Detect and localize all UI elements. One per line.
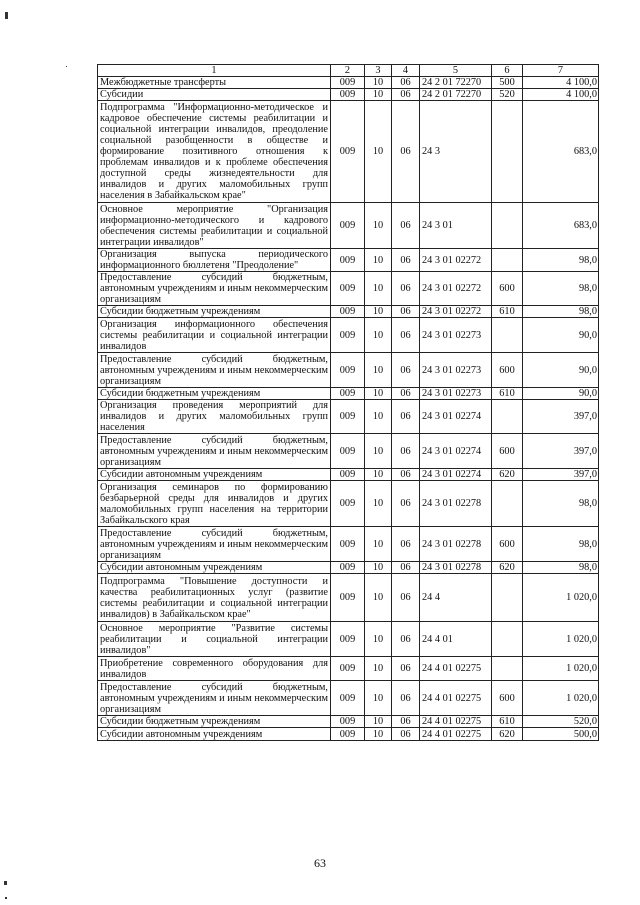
row-name: Организация информационного обеспечения системы реабилитации и социальной интеграции инвалидов [98,318,331,353]
ministry-code: 009 [331,574,365,622]
expense-type-code [492,657,523,681]
subsection-code: 06 [392,434,420,469]
row-name: Предоставление субсидий бюджетным, автономным учреждениям и иным некоммерческим организациям [98,272,331,306]
target-article-code: 24 4 01 02275 [420,681,492,716]
table-row [98,481,599,527]
table-row [98,657,599,681]
amount-value: 1 020,0 [523,657,599,681]
expense-type-code: 520 [492,89,523,101]
target-article-code: 24 3 01 02273 [420,388,492,400]
expense-type-code [492,101,523,203]
table-row [98,249,599,272]
amount-value: 1 020,0 [523,574,599,622]
amount-value: 98,0 [523,527,599,562]
ministry-code: 009 [331,481,365,527]
ministry-code: 009 [331,272,365,306]
table-row [98,527,599,562]
table-row [98,318,599,353]
row-name: Субсидии бюджетным учреждениям [98,716,331,728]
expense-type-code: 600 [492,272,523,306]
expense-type-code: 610 [492,716,523,728]
row-name: Основное мероприятие "Организация информационно-методического и кадрового обеспечения системы реабилитации и социальной интеграции инвалидов" [98,203,331,249]
section-code: 10 [365,622,392,657]
col-header-vr: 6 [492,65,523,77]
expense-type-code [492,400,523,434]
section-code: 10 [365,203,392,249]
subsection-code: 06 [392,622,420,657]
row-name: Предоставление субсидий бюджетным, автономным учреждениям и иным некоммерческим организациям [98,681,331,716]
section-code: 10 [365,574,392,622]
section-code: 10 [365,249,392,272]
table-row [98,272,599,306]
amount-value: 683,0 [523,203,599,249]
target-article-code: 24 4 01 02275 [420,716,492,728]
subsection-code: 06 [392,388,420,400]
amount-value: 98,0 [523,306,599,318]
row-name: Субсидии бюджетным учреждениям [98,306,331,318]
amount-value: 4 100,0 [523,77,599,89]
expense-type-code [492,622,523,657]
page-number: 63 [314,856,326,870]
amount-value: 500,0 [523,728,599,741]
subsection-code: 06 [392,318,420,353]
target-article-code: 24 2 01 72270 [420,77,492,89]
ministry-code: 009 [331,101,365,203]
subsection-code: 06 [392,562,420,574]
ministry-code: 009 [331,622,365,657]
table-row [98,681,599,716]
subsection-code: 06 [392,681,420,716]
target-article-code: 24 4 [420,574,492,622]
subsection-code: 06 [392,481,420,527]
subsection-code: 06 [392,400,420,434]
expense-type-code: 620 [492,469,523,481]
ministry-code: 009 [331,527,365,562]
expense-type-code: 600 [492,527,523,562]
section-code: 10 [365,306,392,318]
ministry-code: 009 [331,249,365,272]
ministry-code: 009 [331,318,365,353]
subsection-code: 06 [392,101,420,203]
expense-type-code [492,249,523,272]
expense-type-code: 500 [492,77,523,89]
section-code: 10 [365,527,392,562]
expense-type-code [492,203,523,249]
table-row [98,353,599,388]
ministry-code: 009 [331,203,365,249]
subsection-code: 06 [392,657,420,681]
table-row [98,574,599,622]
section-code: 10 [365,657,392,681]
section-code: 10 [365,353,392,388]
amount-value: 98,0 [523,249,599,272]
subsection-code: 06 [392,249,420,272]
ministry-code: 009 [331,657,365,681]
table-row [98,434,599,469]
amount-value: 397,0 [523,434,599,469]
subsection-code: 06 [392,89,420,101]
target-article-code: 24 3 01 02278 [420,527,492,562]
expense-type-code: 600 [492,353,523,388]
section-code: 10 [365,272,392,306]
amount-value: 397,0 [523,400,599,434]
target-article-code: 24 3 01 02272 [420,306,492,318]
target-article-code: 24 4 01 02275 [420,657,492,681]
row-name: Субсидии [98,89,331,101]
section-code: 10 [365,469,392,481]
row-name: Организация проведения мероприятий для инвалидов и других маломобильных групп населения [98,400,331,434]
amount-value: 90,0 [523,318,599,353]
ministry-code: 009 [331,716,365,728]
table-row [98,89,599,101]
col-header-subsection: 4 [392,65,420,77]
subsection-code: 06 [392,353,420,388]
target-article-code: 24 2 01 72270 [420,89,492,101]
subsection-code: 06 [392,527,420,562]
row-name: Организация выпуска периодического информационного бюллетеня "Преодоление" [98,249,331,272]
amount-value: 397,0 [523,469,599,481]
row-name: Приобретение современного оборудования для инвалидов [98,657,331,681]
amount-value: 90,0 [523,353,599,388]
amount-value: 90,0 [523,388,599,400]
ministry-code: 009 [331,306,365,318]
expense-type-code: 600 [492,434,523,469]
subsection-code: 06 [392,574,420,622]
subsection-code: 06 [392,77,420,89]
ministry-code: 009 [331,388,365,400]
expense-type-code: 620 [492,562,523,574]
row-name: Подпрограмма "Информационно-методическое и кадровое обеспечение системы реабилитации и социальной интеграции инвалидов, преодоление социальной разобщенности в обществе и формирование позитивного отношения к проблемам инвалидов и к проблеме обеспечения доступной среды жизнедеятельности для инвалидов и других маломобильных групп населения в Забайкальском крае" [98,101,331,203]
row-name: Субсидии автономным учреждениям [98,728,331,741]
amount-value: 520,0 [523,716,599,728]
section-code: 10 [365,434,392,469]
amount-value: 1 020,0 [523,622,599,657]
row-name: Организация семинаров по формированию безбарьерной среды для инвалидов и других маломобильных групп населения на территории Забайкальского края [98,481,331,527]
row-name: Межбюджетные трансферты [98,77,331,89]
target-article-code: 24 3 [420,101,492,203]
target-article-code: 24 3 01 02274 [420,469,492,481]
target-article-code: 24 3 01 02272 [420,249,492,272]
subsection-code: 06 [392,272,420,306]
ministry-code: 009 [331,89,365,101]
scan-speck [66,66,67,67]
scan-speck [5,12,8,19]
col-header-amount: 7 [523,65,599,77]
table-row [98,101,599,203]
ministry-code: 009 [331,400,365,434]
table-row [98,469,599,481]
table-row [98,306,599,318]
section-code: 10 [365,77,392,89]
section-code: 10 [365,400,392,434]
amount-value: 98,0 [523,481,599,527]
section-code: 10 [365,318,392,353]
column-number-row [98,65,599,77]
target-article-code: 24 3 01 [420,203,492,249]
expense-type-code: 600 [492,681,523,716]
scan-speck [4,881,7,885]
col-header-section: 3 [365,65,392,77]
target-article-code: 24 3 01 02272 [420,272,492,306]
row-name: Предоставление субсидий бюджетным, автономным учреждениям и иным некоммерческим организациям [98,353,331,388]
ministry-code: 009 [331,77,365,89]
subsection-code: 06 [392,203,420,249]
row-name: Субсидии автономным учреждениям [98,469,331,481]
section-code: 10 [365,562,392,574]
table-row [98,388,599,400]
target-article-code: 24 3 01 02278 [420,562,492,574]
row-name: Подпрограмма "Повышение доступности и качества реабилитационных услуг (развитие системы реабилитации и социальной интеграции инвалидов) в Забайкальском крае" [98,574,331,622]
ministry-code: 009 [331,353,365,388]
table-row [98,622,599,657]
expense-type-code [492,574,523,622]
expense-type-code: 620 [492,728,523,741]
expense-type-code: 610 [492,306,523,318]
section-code: 10 [365,101,392,203]
col-header-name: 1 [98,65,331,77]
target-article-code: 24 3 01 02274 [420,400,492,434]
section-code: 10 [365,728,392,741]
table-row [98,77,599,89]
target-article-code: 24 4 01 02275 [420,728,492,741]
target-article-code: 24 3 01 02273 [420,353,492,388]
table-row [98,728,599,741]
section-code: 10 [365,89,392,101]
amount-value: 1 020,0 [523,681,599,716]
ministry-code: 009 [331,434,365,469]
amount-value: 98,0 [523,272,599,306]
subsection-code: 06 [392,469,420,481]
row-name: Основное мероприятие "Развитие системы реабилитации и социальной интеграции инвалидов" [98,622,331,657]
amount-value: 4 100,0 [523,89,599,101]
ministry-code: 009 [331,562,365,574]
target-article-code: 24 3 01 02274 [420,434,492,469]
subsection-code: 06 [392,728,420,741]
table-row [98,562,599,574]
amount-value: 683,0 [523,101,599,203]
target-article-code: 24 4 01 [420,622,492,657]
section-code: 10 [365,681,392,716]
expense-type-code: 610 [492,388,523,400]
row-name: Субсидии автономным учреждениям [98,562,331,574]
ministry-code: 009 [331,728,365,741]
table-row [98,716,599,728]
section-code: 10 [365,481,392,527]
expense-type-code [492,318,523,353]
col-header-ministry: 2 [331,65,365,77]
target-article-code: 24 3 01 02273 [420,318,492,353]
subsection-code: 06 [392,716,420,728]
col-header-csr: 5 [420,65,492,77]
target-article-code: 24 3 01 02278 [420,481,492,527]
amount-value: 98,0 [523,562,599,574]
section-code: 10 [365,388,392,400]
ministry-code: 009 [331,469,365,481]
table-row [98,400,599,434]
expense-type-code [492,481,523,527]
section-code: 10 [365,716,392,728]
row-name: Предоставление субсидий бюджетным, автономным учреждениям и иным некоммерческим организациям [98,527,331,562]
row-name: Предоставление субсидий бюджетным, автономным учреждениям и иным некоммерческим организациям [98,434,331,469]
table-row [98,203,599,249]
ministry-code: 009 [331,681,365,716]
scan-speck [5,897,7,899]
subsection-code: 06 [392,306,420,318]
budget-table [97,64,599,741]
row-name: Субсидии бюджетным учреждениям [98,388,331,400]
